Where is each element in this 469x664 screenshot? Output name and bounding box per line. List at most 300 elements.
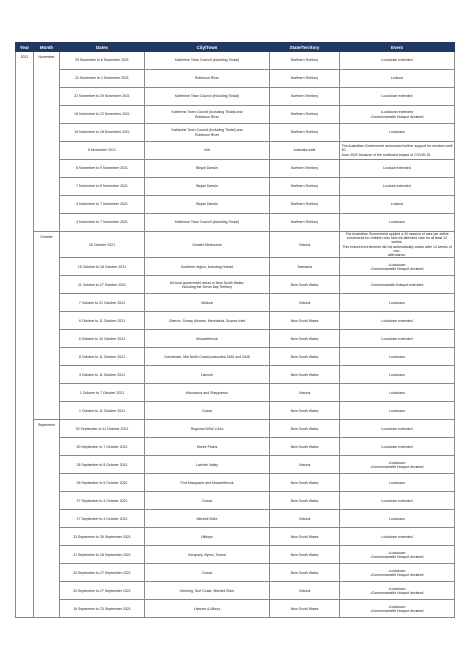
event-cell — [340, 348, 455, 366]
dates-cell-line: 28 September to 5 October 2021 — [76, 480, 128, 485]
dates-cell-line: 6 October to 10 October 2021 — [78, 336, 126, 341]
event-cell-line: •Commonwealth Hotspot declared — [370, 554, 424, 559]
dates-cell-line: 15 November to 18 November 2021 — [74, 130, 130, 135]
city-cell-line: Katherine Town Council (including Tindal) and — [171, 128, 243, 133]
dates-cell-line: 7 October to 21 October 2021 — [78, 300, 126, 305]
event-cell-line: Lockout — [390, 202, 404, 207]
state-cell — [270, 582, 340, 600]
event-cell-line: Commonwealth Hotspot extended — [370, 282, 424, 287]
dates-cell-line: 11 October to 27 October 2021 — [78, 282, 126, 287]
event-cell-line: Lockout extended — [383, 184, 411, 189]
table-row — [16, 366, 455, 384]
event-cell-line: •Lockdown — [388, 568, 406, 573]
state-cell-line: New South Wales — [290, 408, 319, 413]
state-cell — [270, 88, 340, 106]
state-cell — [270, 232, 340, 258]
event-cell — [340, 294, 455, 312]
state-cell-line: Australia-wide — [293, 148, 316, 153]
dates-cell-line: 8 November to 9 November 2021 — [76, 166, 128, 171]
dates-cell-line: 6 October to 11 October 2021 — [78, 318, 126, 323]
city-cell — [145, 402, 270, 420]
city-cell — [145, 348, 270, 366]
table-row — [16, 564, 455, 582]
city-cell-line: Katherine Town Council (including Tindal) — [174, 94, 240, 99]
table-row — [16, 178, 455, 196]
dates-cell-line: 22 November to 29 November 2021 — [74, 94, 130, 99]
table-row — [16, 160, 455, 178]
state-cell-line: Victoria — [298, 300, 311, 305]
dates-cell — [60, 600, 145, 618]
city-cell — [145, 160, 270, 178]
city-cell — [145, 52, 270, 70]
dates-cell — [60, 196, 145, 214]
city-cell — [145, 438, 270, 456]
dates-cell — [60, 232, 145, 258]
state-cell — [270, 142, 340, 160]
event-cell — [340, 312, 455, 330]
event-cell-line: •Commonwealth Hotspot declared — [370, 464, 424, 469]
dates-cell — [60, 348, 145, 366]
city-cell-line: Cowra — [201, 408, 213, 413]
state-cell-line: Northern Territory — [290, 220, 319, 225]
state-cell — [270, 276, 340, 294]
table-row — [16, 88, 455, 106]
city-cell — [145, 142, 270, 160]
city-cell-line: Katherine Town Council (including Tindal) and — [171, 110, 243, 115]
event-cell — [340, 330, 455, 348]
dates-cell-line: 18 October 2021 — [88, 242, 116, 247]
event-cell — [340, 106, 455, 124]
event-cell — [340, 232, 455, 258]
dates-cell-line: 30 September to 7 October 2021 — [76, 444, 128, 449]
dates-cell — [60, 52, 145, 70]
table-row — [16, 70, 455, 88]
dates-cell-line: 27 September to 4 October 2021 — [76, 498, 128, 503]
city-cell-line: including the Jervis Bay Territory — [181, 284, 233, 289]
year-cell — [16, 52, 34, 618]
city-cell-line: Cowra — [201, 570, 213, 575]
table-row — [16, 330, 455, 348]
event-cell — [340, 366, 455, 384]
state-cell — [270, 564, 340, 582]
event-cell — [340, 178, 455, 196]
state-cell — [270, 456, 340, 474]
event-cell-line: •Lockdown — [388, 604, 406, 609]
month-cell-line: October — [40, 235, 53, 239]
month-cell — [34, 420, 60, 618]
state-cell-line: New South Wales — [290, 606, 319, 611]
dates-cell-line: 21 September to 28 September 2021 — [73, 552, 131, 557]
dates-cell — [60, 474, 145, 492]
dates-cell — [60, 438, 145, 456]
state-cell-line: New South Wales — [290, 552, 319, 557]
event-cell — [340, 258, 455, 276]
dates-cell — [60, 294, 145, 312]
state-cell-line: Northern Territory — [290, 166, 319, 171]
event-cell-line: Lockdown — [389, 354, 405, 359]
city-cell — [145, 456, 270, 474]
event-cell-line: Lockdown — [389, 130, 405, 135]
month-cell — [34, 52, 60, 232]
state-cell-line: Northern Territory — [290, 76, 319, 81]
header-event: Event — [340, 43, 455, 52]
header-year: Year — [16, 43, 34, 52]
state-cell — [270, 366, 340, 384]
state-cell-line: New South Wales — [290, 534, 319, 539]
city-cell-line: Lismore & Albury — [193, 606, 221, 611]
table-row — [16, 142, 455, 160]
event-cell-line: Lockdown extended — [381, 444, 413, 449]
event-cell — [340, 474, 455, 492]
city-cell-line: Muswellbrook — [196, 336, 218, 341]
event-cell — [340, 564, 455, 582]
city-cell-line: Cowra — [201, 498, 213, 503]
dates-cell-line: 20 September to 27 September 2021 — [73, 588, 131, 593]
header-month: Month — [34, 43, 60, 52]
state-cell — [270, 384, 340, 402]
table-row — [16, 492, 455, 510]
city-cell-line: Oberon, Snowy Monaro, Merimbula, Sussex Inlet — [168, 318, 246, 323]
month-cell-line: November — [38, 55, 55, 59]
dates-cell-line: 23 September to 30 September 2021 — [73, 534, 131, 539]
state-cell — [270, 70, 340, 88]
state-cell — [270, 528, 340, 546]
state-cell-line: Northern Territory — [290, 130, 319, 135]
city-cell-line: Binjari Darwin — [196, 166, 218, 171]
month-cell — [34, 232, 60, 420]
dates-cell-line: 1 October to 11 October 2021 — [78, 408, 126, 413]
event-cell-line: The Australian Government applied a 20 session of care per active — [345, 232, 449, 236]
event-cell-line: •Commonwealth Hotspot declared — [370, 266, 424, 271]
table-body — [16, 52, 455, 618]
event-cell — [340, 492, 455, 510]
city-cell — [145, 106, 270, 124]
dates-cell — [60, 456, 145, 474]
dates-cell — [60, 276, 145, 294]
state-cell — [270, 402, 340, 420]
state-cell — [270, 420, 340, 438]
city-cell — [145, 546, 270, 564]
dates-cell-line: 4 November to 7 November 2021 — [76, 202, 128, 207]
dates-cell — [60, 312, 145, 330]
state-cell-line: New South Wales — [290, 318, 319, 323]
city-cell — [145, 232, 270, 258]
state-cell — [270, 52, 340, 70]
event-cell — [340, 384, 455, 402]
event-cell-line: •Lockdown — [388, 586, 406, 591]
event-cell — [340, 124, 455, 142]
city-cell — [145, 258, 270, 276]
state-cell — [270, 160, 340, 178]
table-row — [16, 510, 455, 528]
event-cell-line: Lockdown extended — [381, 534, 413, 539]
state-cell-line: New South Wales — [290, 372, 319, 377]
city-cell-line: Hilltops — [201, 534, 213, 539]
state-cell-line: New South Wales — [290, 336, 319, 341]
city-cell — [145, 294, 270, 312]
event-cell — [340, 160, 455, 178]
event-cell-line: Lockdown extended — [381, 318, 413, 323]
city-cell-line: Robinson River — [195, 76, 219, 81]
city-cell — [145, 312, 270, 330]
table-row — [16, 474, 455, 492]
event-cell-line: Lockdown extended — [381, 336, 413, 341]
city-cell — [145, 600, 270, 618]
state-cell — [270, 312, 340, 330]
event-cell-line: Lockdown — [389, 390, 405, 395]
event-cell — [340, 510, 455, 528]
event-cell — [340, 52, 455, 70]
city-cell-line: Moree Plains — [196, 444, 218, 449]
event-cell — [340, 546, 455, 564]
dates-cell — [60, 492, 145, 510]
dates-cell-line: 1 October to 7 October 2021 — [79, 390, 125, 395]
city-cell-line: Mitchell Shire — [196, 516, 218, 521]
event-cell-line: June 2022 because of the continued impact of COVID-19. — [341, 152, 432, 157]
city-cell — [145, 564, 270, 582]
dates-cell-line: 7 November to 8 November 2021 — [76, 184, 128, 189]
event-cell-line: Lockdown extended — [381, 94, 413, 99]
dates-cell-line: 16 September to 23 September 2021 — [73, 606, 131, 611]
city-cell-line: N/A — [204, 148, 210, 153]
event-cell — [340, 142, 455, 160]
month-cell-line: September — [37, 423, 56, 428]
event-cell-line: Lockdown extended — [381, 498, 413, 503]
dates-cell — [60, 70, 145, 88]
dates-cell — [60, 402, 145, 420]
state-cell — [270, 474, 340, 492]
dates-cell — [60, 178, 145, 196]
state-cell — [270, 214, 340, 232]
dates-cell-line: 3 October to 11 October 2021 — [78, 372, 126, 377]
city-cell — [145, 474, 270, 492]
event-cell — [340, 196, 455, 214]
city-cell-line: Robinson River — [195, 114, 219, 119]
table-row — [16, 402, 455, 420]
state-cell — [270, 510, 340, 528]
state-cell-line: Northern Territory — [290, 94, 319, 99]
event-cell-line: This ensured enrolments did not automatically cease after 14 weeks of non- — [342, 244, 452, 253]
event-cell — [340, 600, 455, 618]
header-row — [16, 43, 455, 52]
state-cell — [270, 294, 340, 312]
event-cell-line: •Commonwealth Hotspot declared — [370, 590, 424, 595]
table-row — [16, 106, 455, 124]
city-cell — [145, 214, 270, 232]
city-cell-line: Geelong, Surf Coast, Mitchell Shire — [179, 588, 235, 593]
city-cell-line: Kempsey, Byron, Tweed — [188, 552, 226, 557]
state-cell-line: Northern Territory — [290, 202, 319, 207]
event-cell — [340, 88, 455, 106]
dates-cell — [60, 106, 145, 124]
event-cell — [340, 582, 455, 600]
dates-cell — [60, 160, 145, 178]
table-row — [16, 124, 455, 142]
event-cell-line: •Commonwealth Hotspot declared — [370, 572, 424, 577]
table-row — [16, 456, 455, 474]
state-cell-line: New South Wales — [290, 354, 319, 359]
state-cell-line: Victoria — [298, 588, 311, 593]
event-cell — [340, 276, 455, 294]
header-state: State/Territory — [270, 43, 340, 52]
dates-cell — [60, 88, 145, 106]
city-cell — [145, 124, 270, 142]
state-cell-line: New South Wales — [290, 444, 319, 449]
table-row — [16, 600, 455, 618]
event-cell-line: attendance. — [387, 253, 407, 258]
table-row — [16, 348, 455, 366]
events-sheet — [15, 42, 454, 618]
state-cell — [270, 438, 340, 456]
dates-cell — [60, 420, 145, 438]
state-cell-line: Victoria — [298, 390, 311, 395]
city-cell-line: Mildura — [201, 300, 213, 305]
table-row — [16, 546, 455, 564]
table-row — [16, 276, 455, 294]
city-cell — [145, 384, 270, 402]
state-cell-line: New South Wales — [290, 282, 319, 287]
event-cell-line: Lockdown — [389, 516, 405, 521]
event-cell-line: Lockout extended — [383, 166, 411, 171]
city-cell — [145, 420, 270, 438]
table-row — [16, 438, 455, 456]
event-cell-line: Lockdown extended — [381, 58, 413, 63]
year-cell-line: 2021 — [20, 55, 29, 59]
table-row — [16, 52, 455, 70]
dates-cell — [60, 384, 145, 402]
event-cell-line: •Commonwealth Hotspot declared — [370, 114, 424, 119]
dates-cell-line: 6 November 2021 — [88, 148, 116, 153]
city-cell-line: Katherine Town Council (including Tindal) — [174, 58, 240, 63]
state-cell-line: New South Wales — [290, 570, 319, 575]
state-cell-line: Victoria — [298, 516, 311, 521]
city-cell-line: Greater Melbourne — [192, 242, 222, 247]
city-cell — [145, 276, 270, 294]
city-cell-line: Port Macquarie and Muswellbrook — [180, 480, 234, 485]
city-cell-line: Binjari Darwin — [196, 202, 218, 207]
city-cell — [145, 510, 270, 528]
event-cell — [340, 438, 455, 456]
dates-cell — [60, 124, 145, 142]
event-cell-line: Lockdown — [389, 480, 405, 485]
event-cell-line: Lockout — [390, 76, 404, 81]
dates-cell — [60, 366, 145, 384]
state-cell-line: New South Wales — [290, 480, 319, 485]
dates-cell-line: 20 September to 27 September 2021 — [73, 570, 131, 575]
city-cell — [145, 70, 270, 88]
table-row — [16, 582, 455, 600]
event-cell — [340, 420, 455, 438]
state-cell-line: Northern Territory — [290, 112, 319, 117]
event-cell — [340, 70, 455, 88]
event-cell — [340, 402, 455, 420]
city-cell — [145, 88, 270, 106]
dates-cell-line: 6 October to 11 October 2021 — [78, 354, 126, 359]
state-cell-line: Victoria — [298, 462, 311, 467]
dates-cell — [60, 582, 145, 600]
event-cell-line: The Australian Government announced further support for services until 30 — [341, 144, 453, 153]
state-cell — [270, 492, 340, 510]
table-row — [16, 528, 455, 546]
event-cell-line: •Commonwealth Hotspot declared — [370, 608, 424, 613]
table-row — [16, 214, 455, 232]
city-cell-line: Moorabool and Shepparton — [185, 390, 229, 395]
city-cell-line: Latrobe Valley — [195, 462, 219, 467]
state-cell-line: Tasmania — [297, 264, 312, 269]
event-cell-line: Lockdown — [389, 300, 405, 305]
dates-cell-line: 30 September to 11 October 2021 — [75, 426, 129, 431]
event-cell — [340, 214, 455, 232]
event-cell-line: •Lockdown — [388, 550, 406, 555]
dates-cell — [60, 510, 145, 528]
city-cell — [145, 178, 270, 196]
dates-cell — [60, 258, 145, 276]
city-cell-line: Southern region, including Hobart — [180, 264, 234, 269]
header-dates: Dates — [60, 43, 145, 52]
event-cell — [340, 456, 455, 474]
dates-cell — [60, 330, 145, 348]
state-cell — [270, 196, 340, 214]
dates-cell — [60, 564, 145, 582]
city-cell-line: Robinson River — [195, 132, 219, 137]
city-cell — [145, 330, 270, 348]
dates-cell-line: 29 November to 6 December 2021 — [75, 58, 129, 63]
city-cell-line: Lismore — [200, 372, 214, 377]
event-cell-line: Lockdown extended — [381, 426, 413, 431]
dates-cell-line: 4 November to 7 November 2021 — [76, 220, 128, 225]
state-cell — [270, 546, 340, 564]
dates-cell-line: 16 November to 22 November 2021 — [74, 112, 130, 117]
state-cell-line: New South Wales — [290, 498, 319, 503]
table-row — [16, 294, 455, 312]
state-cell-line: Victoria — [298, 242, 311, 247]
event-cell-line: Lockdown — [389, 408, 405, 413]
table-row — [16, 420, 455, 438]
city-cell — [145, 582, 270, 600]
city-cell-line: Regional NSW LGAs — [190, 426, 224, 431]
event-cell-line: •Lockdown — [388, 460, 406, 465]
table-row — [16, 196, 455, 214]
dates-cell-line: 27 September to 4 October 2021 — [76, 516, 128, 521]
event-cell-line: Lockdown — [389, 220, 405, 225]
city-cell — [145, 528, 270, 546]
dates-cell — [60, 546, 145, 564]
event-cell-line: •Lockdown extended — [380, 110, 414, 115]
table-row — [16, 312, 455, 330]
table-row — [16, 384, 455, 402]
dates-cell — [60, 528, 145, 546]
table-row — [16, 258, 455, 276]
event-cell-line: •Lockdown — [388, 262, 406, 267]
state-cell-line: Northern Territory — [290, 184, 319, 189]
dates-cell-line: 15 October to 18 October 2021 — [77, 264, 127, 269]
city-cell — [145, 492, 270, 510]
event-cell-line: enrolments for children who had not attended care for at least 12 weeks. — [346, 236, 448, 245]
events-table — [15, 42, 455, 618]
state-cell — [270, 124, 340, 142]
city-cell-line: Dunmedah, Mid North Coast postcodes 2450 and 2448 — [164, 354, 250, 359]
header-city: City/Town — [145, 43, 270, 52]
state-cell — [270, 600, 340, 618]
city-cell — [145, 366, 270, 384]
table-row — [16, 232, 455, 258]
event-cell — [340, 528, 455, 546]
state-cell — [270, 258, 340, 276]
state-cell — [270, 106, 340, 124]
dates-cell-line: 22 November to 1 December 2021 — [75, 76, 129, 81]
dates-cell-line: 28 September to 5 October 2021 — [76, 462, 128, 467]
state-cell — [270, 348, 340, 366]
